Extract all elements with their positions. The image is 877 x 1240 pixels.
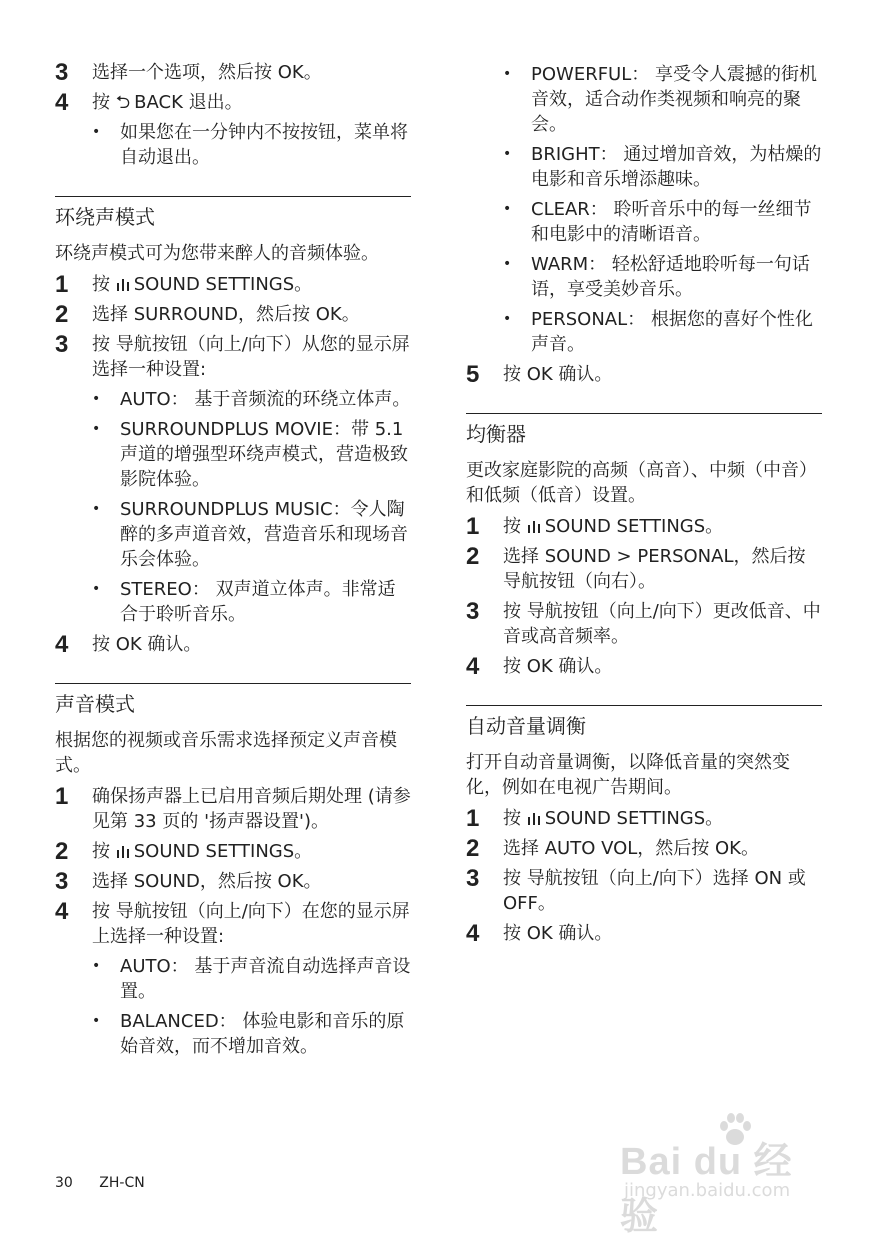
step-text: 按 OK 确认。 [92, 634, 202, 655]
step-number: 3 [466, 598, 480, 625]
section-intro: 环绕声模式可为您带来醉人的音频体验。 [55, 243, 379, 264]
step-text: 按 导航按钮（向上/向下）从您的显示屏选择一种设置: [92, 334, 410, 380]
section-intro: 更改家庭影院的高频（高音）、中频（中音）和低频（低音）设置。 [466, 460, 817, 506]
section-title-surround: 环绕声模式 [55, 196, 411, 231]
step-number: 1 [466, 805, 480, 832]
step-number: 4 [55, 631, 69, 658]
section-intro: 打开自动音量调衡，以降低音量的突然变化，例如在电视广告期间。 [466, 752, 790, 798]
step-number: 1 [55, 271, 69, 298]
left-column [55, 60, 411, 1064]
list-item: • SURROUNDPLUS MUSIC：令人陶醉的多声道音效，营造音乐和现场音乐会体验。 [92, 497, 411, 572]
back-arrow-icon: ⮌ [115, 92, 131, 113]
step-number: 3 [55, 59, 69, 86]
step-number: 3 [55, 331, 69, 358]
step-number: 2 [466, 835, 480, 862]
step [55, 869, 411, 894]
step-number: 2 [55, 301, 69, 328]
watermark-url: jingyan.baidu.com [624, 1180, 791, 1201]
step [55, 784, 411, 834]
step [466, 544, 822, 594]
step-text: 选择 AUTO VOL，然后按 OK。 [503, 838, 759, 859]
step-text: 选择 SOUND > PERSONAL，然后按 导航按钮（向右）。 [503, 546, 806, 592]
list-item: • CLEAR： 聆听音乐中的每一丝细节和电影中的清晰语音。 [503, 197, 822, 247]
step-number: 1 [55, 783, 69, 810]
step-number: 3 [55, 868, 69, 895]
bullet-list [92, 120, 411, 170]
step-text: 选择 SURROUND，然后按 OK。 [92, 304, 360, 325]
list-item: • BALANCED： 体验电影和音乐的原始音效，而不增加音效。 [92, 1009, 411, 1059]
list-item: • AUTO： 基于音频流的环绕立体声。 [92, 387, 411, 412]
step [466, 806, 822, 831]
section-title-equalizer: 均衡器 [466, 413, 822, 448]
step-text-before: 按 [503, 808, 527, 829]
step-number: 5 [466, 361, 480, 388]
list-item: • STEREO： 双声道立体声。非常适合于聆听音乐。 [92, 577, 411, 627]
step-text-after: BACK 退出。 [134, 92, 243, 113]
section-intro: 根据您的视频或音乐需求选择预定义声音模式。 [55, 730, 397, 776]
step-text-before: 按 [503, 516, 527, 537]
list-item: • SURROUNDPLUS MOVIE：带 5.1 声道的增强型环绕声模式，营造极致影院体验。 [92, 417, 411, 492]
baidu-watermark [620, 1110, 825, 1238]
section-title-auto-volume: 自动音量调衡 [466, 705, 822, 740]
sound-settings-icon [527, 813, 541, 825]
step-text-after: SOUND SETTINGS。 [133, 274, 313, 295]
list-item: • BRIGHT： 通过增加音效，为枯燥的电影和音乐增添趣味。 [503, 142, 822, 192]
step [466, 921, 822, 946]
step [466, 836, 822, 861]
step-number: 4 [55, 898, 69, 925]
step [466, 866, 822, 916]
step-text-after: SOUND SETTINGS。 [133, 841, 313, 862]
step-number: 4 [466, 920, 480, 947]
step-text: 按 导航按钮（向上/向下）更改低音、中音或高音频率。 [503, 601, 821, 647]
step [466, 514, 822, 539]
step-number: 4 [466, 653, 480, 680]
step [55, 839, 411, 864]
page-number: 30 [55, 1175, 73, 1191]
step [466, 362, 822, 387]
step-text: 选择 SOUND，然后按 OK。 [92, 871, 322, 892]
list-item: • PERSONAL： 根据您的喜好个性化声音。 [503, 307, 822, 357]
step [55, 272, 411, 297]
sound-settings-icon [527, 521, 541, 533]
step-text-before: 按 [92, 841, 116, 862]
step-text: 按 OK 确认。 [503, 364, 613, 385]
right-column [466, 60, 822, 951]
step-number: 2 [55, 838, 69, 865]
step [466, 599, 822, 649]
step-text: 按 OK 确认。 [503, 656, 613, 677]
step-text: 选择一个选项，然后按 OK。 [92, 62, 322, 83]
step-text-after: SOUND SETTINGS。 [544, 808, 724, 829]
bullet-list [503, 62, 822, 357]
step-3-select-option [55, 60, 411, 85]
step-text-before: 按 [92, 274, 116, 295]
step-text-before: 按 [92, 92, 116, 113]
list-item: • AUTO： 基于声音流自动选择声音设置。 [92, 954, 411, 1004]
list-item: • 如果您在一分钟内不按按钮，菜单将自动退出。 [92, 120, 411, 170]
step [466, 654, 822, 679]
language-code: ZH-CN [99, 1175, 145, 1191]
list-item: • WARM： 轻松舒适地聆听每一句话语，享受美妙音乐。 [503, 252, 822, 302]
section-title-sound-mode: 声音模式 [55, 683, 411, 718]
step-number: 4 [55, 89, 69, 116]
step-text: 按 导航按钮（向上/向下）选择 ON 或 OFF。 [503, 868, 806, 914]
step-number: 1 [466, 513, 480, 540]
watermark-logo: Bai du 经验 [620, 1141, 793, 1238]
step-number: 3 [466, 865, 480, 892]
list-item: • POWERFUL： 享受令人震撼的街机音效，适合动作类视频和响亮的聚会。 [503, 62, 822, 137]
step [55, 899, 411, 949]
step [55, 332, 411, 382]
page-footer [55, 1175, 145, 1191]
sound-settings-icon [116, 279, 130, 291]
step-number: 2 [466, 543, 480, 570]
step [55, 302, 411, 327]
step-text: 按 OK 确认。 [503, 923, 613, 944]
step-4-back [55, 90, 411, 115]
sound-settings-icon [116, 846, 130, 858]
step-text: 确保扬声器上已启用音频后期处理 (请参见第 33 页的 '扬声器设置')。 [92, 786, 411, 832]
step-text: 按 导航按钮（向上/向下）在您的显示屏上选择一种设置: [92, 901, 410, 947]
step [55, 632, 411, 657]
step-text-after: SOUND SETTINGS。 [544, 516, 724, 537]
bullet-list [92, 954, 411, 1059]
bullet-list [92, 387, 411, 627]
